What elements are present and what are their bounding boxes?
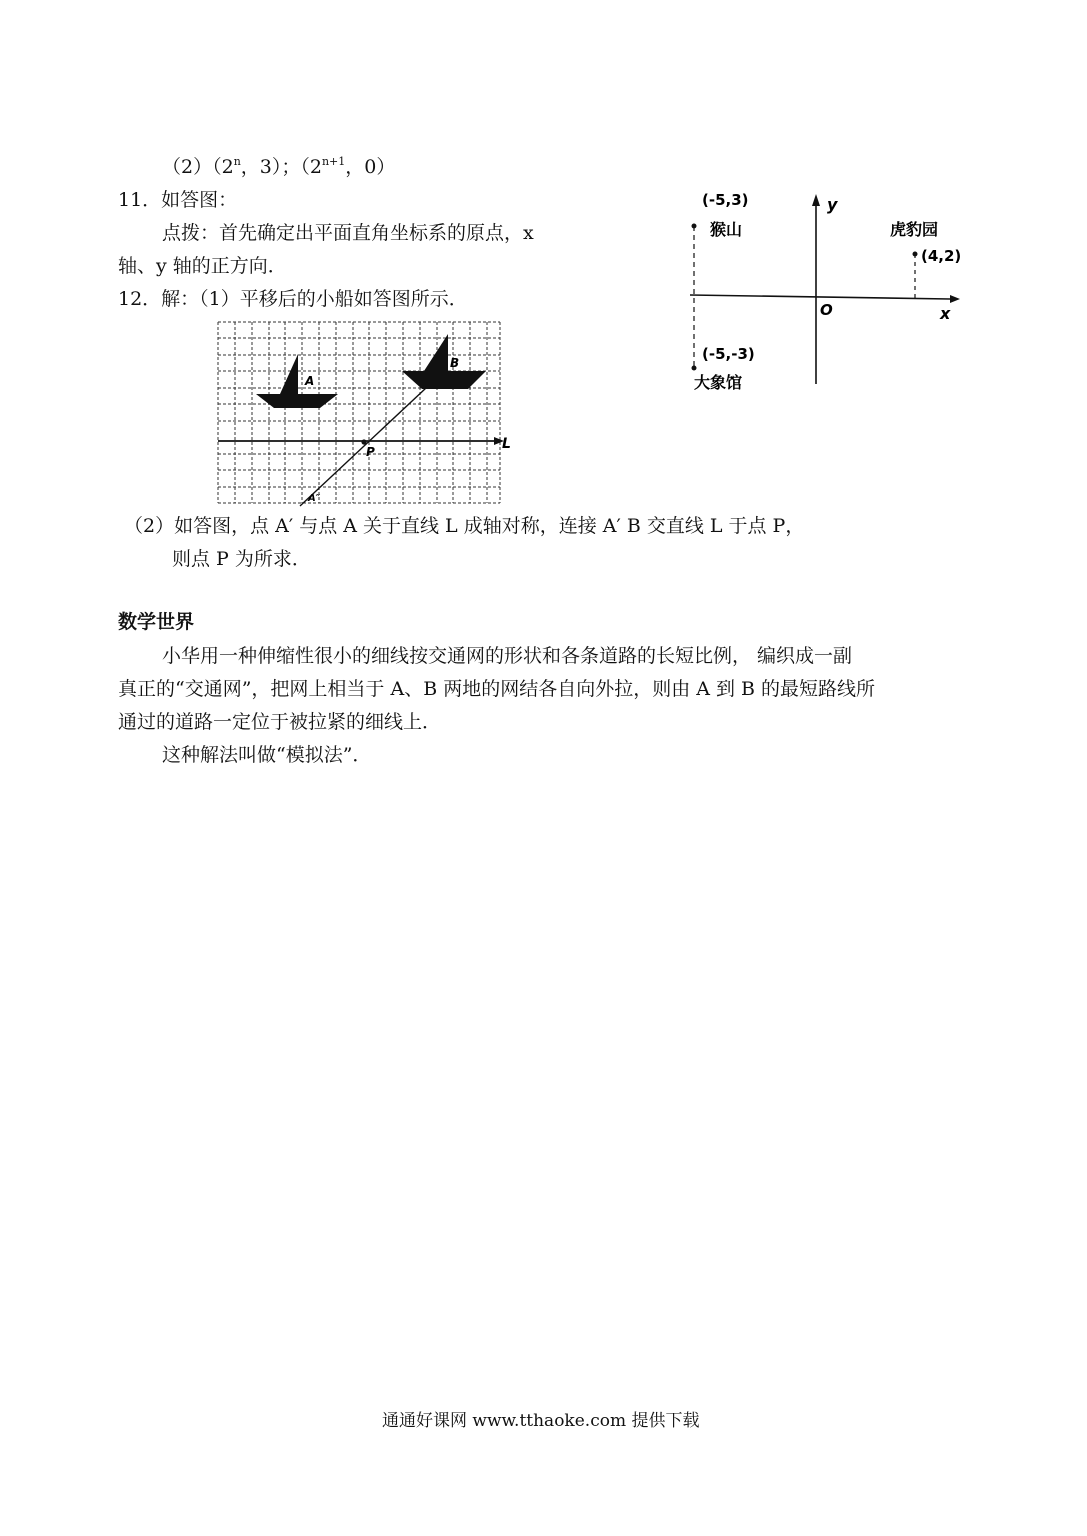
answer-10-part-2: （2）（2$^n$，3）；（$2^{n+1}$，0）	[162, 154, 396, 178]
math-world-heading: 数学世界	[118, 611, 195, 633]
elephant-coord: (-5,-3)	[702, 345, 755, 363]
origin-label: O	[820, 301, 833, 319]
monkey-coord: (-5,3)	[702, 191, 749, 209]
math-world-para2: 这种解法叫做“模拟法”．	[162, 744, 372, 766]
math-world-para1-line1: 小华用一种伸缩性很小的细线按交通网的形状和各条道路的长短比例， 编织成一副	[162, 645, 853, 667]
answer-12-part-1: 12．解：（1）平移后的小船如答图所示．	[118, 288, 468, 310]
tiger-coord: (4,2)	[921, 247, 962, 265]
boat-a-label: A	[305, 374, 315, 388]
answer-11-title: 11．如答图：	[118, 189, 238, 211]
answer-12-part-2-line2: 则点 P 为所求．	[172, 548, 311, 570]
point-a-prime-label: A″	[308, 493, 321, 504]
math-world-para1-line3: 通过的道路一定位于被拉紧的细线上．	[118, 711, 442, 733]
coordinate-figure	[686, 188, 966, 398]
grid-figure	[212, 318, 522, 508]
math-world-para1-line2: 真正的“交通网”，把网上相当于 A、B 两地的网结各自向外拉，则由 A 到 B 的最短路线所	[118, 678, 876, 700]
line-l-label: L	[502, 436, 511, 452]
answer-11-hint-line2: 轴、y 轴的正方向．	[118, 255, 287, 277]
axis-x-label: x	[940, 304, 951, 323]
boat-b-label: B	[450, 356, 460, 370]
page-footer: 通通好课网 www.tthaoke.com 提供下载	[382, 1411, 700, 1431]
answer-12-part-2-line1: （2）如答图，点 A′ 与点 A 关于直线 L 成轴对称，连接 A′ B 交直线 L 于点 P，	[124, 515, 805, 537]
elephant-label: 大象馆	[694, 373, 743, 392]
point-p-label: P	[366, 445, 375, 459]
axis-y-label: y	[827, 195, 838, 214]
tiger-label: 虎豹园	[890, 220, 939, 239]
monkey-label: 猴山	[710, 220, 743, 239]
answer-11-hint-line1: 点拨：首先确定出平面直角坐标系的原点，x	[162, 222, 534, 244]
